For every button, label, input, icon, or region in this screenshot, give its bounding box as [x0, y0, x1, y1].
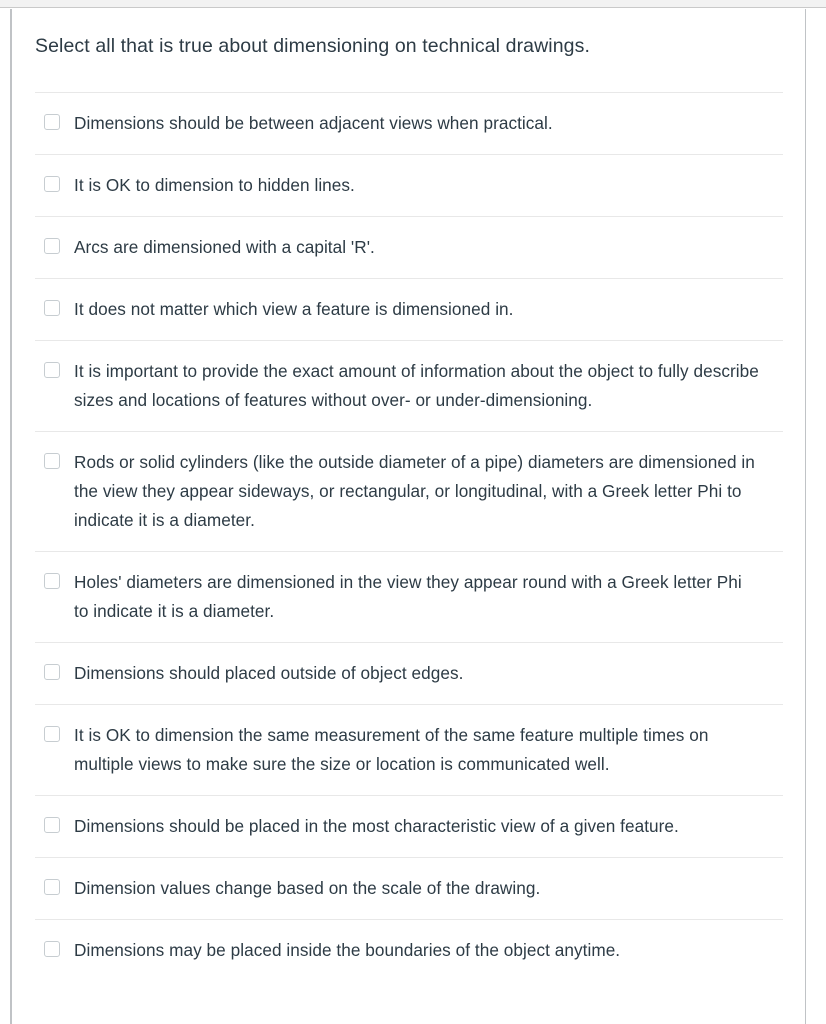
- answer-checkbox-11[interactable]: [44, 879, 60, 895]
- answer-label: Dimensions should placed outside of object edges.: [74, 663, 464, 683]
- answer-label: It does not matter which view a feature is dimensioned in.: [74, 299, 514, 319]
- answer-checkbox-10[interactable]: [44, 817, 60, 833]
- answer-checkbox-1[interactable]: [44, 114, 60, 130]
- answer-row[interactable]: [35, 858, 783, 920]
- answer-checkbox-3[interactable]: [44, 238, 60, 254]
- answer-row[interactable]: [35, 217, 783, 279]
- answers-list: [35, 92, 783, 981]
- answer-row[interactable]: [35, 155, 783, 217]
- answer-checkbox-2[interactable]: [44, 176, 60, 192]
- answer-row[interactable]: [35, 643, 783, 705]
- answer-row[interactable]: [35, 796, 783, 858]
- answer-checkbox-7[interactable]: [44, 573, 60, 589]
- answer-row[interactable]: [35, 93, 783, 155]
- prompt-spacer: [35, 60, 783, 92]
- answer-label: Dimensions should be placed in the most characteristic view of a given feature.: [74, 816, 679, 836]
- answer-label: Dimensions should be between adjacent views when practical.: [74, 113, 553, 133]
- answer-row[interactable]: [35, 432, 783, 552]
- question-card: [10, 9, 806, 1024]
- answer-row[interactable]: [35, 279, 783, 341]
- answer-checkbox-5[interactable]: [44, 362, 60, 378]
- answer-checkbox-6[interactable]: [44, 453, 60, 469]
- answer-checkbox-4[interactable]: [44, 300, 60, 316]
- answer-label: Holes' diameters are dimensioned in the view they appear round with a Greek letter Phi to indicate it is a diameter.: [74, 572, 742, 621]
- answer-label: It is OK to dimension to hidden lines.: [74, 175, 355, 195]
- answer-label: Rods or solid cylinders (like the outside diameter of a pipe) diameters are dimensioned in the view they appear sideways, or rectangular, or longitudinal, with a Greek letter Phi to indicate it is a diameter.: [74, 452, 755, 530]
- answer-label: Dimensions may be placed inside the boundaries of the object anytime.: [74, 940, 621, 960]
- answer-row[interactable]: [35, 341, 783, 432]
- answer-row[interactable]: [35, 705, 783, 796]
- question-inner: [12, 9, 805, 981]
- answer-label: It is OK to dimension the same measurement of the same feature multiple times on multiple views to make sure the size or location is communicated well.: [74, 725, 709, 774]
- answer-label: Dimension values change based on the scale of the drawing.: [74, 878, 541, 898]
- answer-label: Arcs are dimensioned with a capital 'R'.: [74, 237, 375, 257]
- answer-checkbox-8[interactable]: [44, 664, 60, 680]
- answer-checkbox-12[interactable]: [44, 941, 60, 957]
- answer-label: It is important to provide the exact amount of information about the object to fully describe sizes and locations of features without over- or under-dimensioning.: [74, 361, 759, 410]
- answer-row[interactable]: [35, 920, 783, 981]
- window-top-strip: [0, 0, 826, 8]
- answer-row[interactable]: [35, 552, 783, 643]
- answer-checkbox-9[interactable]: [44, 726, 60, 742]
- question-prompt: Select all that is true about dimensioning on technical drawings.: [35, 35, 590, 57]
